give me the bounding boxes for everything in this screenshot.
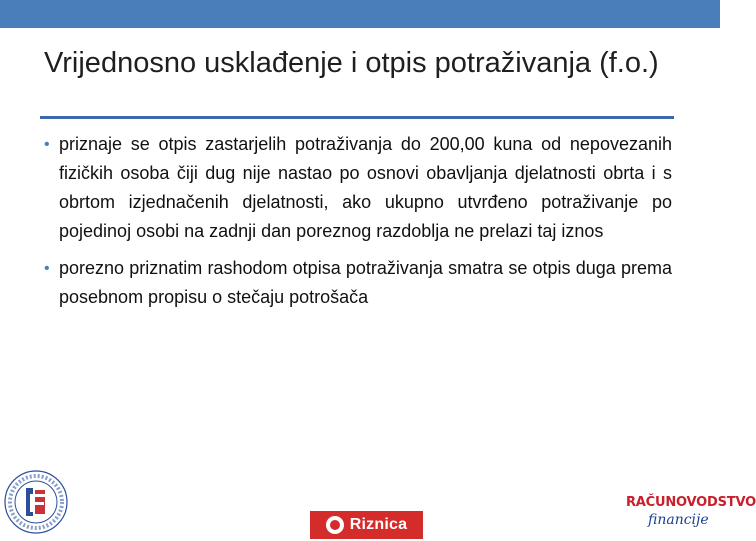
riznica-badge	[310, 511, 423, 539]
bullet-item	[44, 254, 672, 312]
slide-content	[44, 130, 672, 320]
seal-logo	[2, 468, 70, 536]
bullet-text: priznaje se otpis zastarjelih potraživanja do 200,00 kuna od nepovezanih fizičkih osoba čiji dug nije nastao po osnovi obavljanja djelatnosti obrta i s obrtom izjednačenih djelatnosti, ako ukupno utvrđeno potraživanje po pojedinoj osobi na zadnji dan poreznog razdoblja ne prelazi taj iznos	[59, 134, 672, 241]
racunovodstvo-logo-line1: RAČUNOVODSTVO	[626, 495, 756, 510]
title-rule	[40, 116, 674, 119]
racunovodstvo-logo-line2: financije	[648, 512, 709, 528]
racunovodstvo-logo	[626, 494, 756, 538]
slide-title: Vrijednosno usklađenje i otpis potraživanja (f.o.)	[44, 47, 659, 79]
bullet-marker-icon: •	[44, 260, 50, 277]
bullet-item	[44, 130, 672, 246]
riznica-logo-text: Riznica	[349, 516, 408, 533]
seal-logo-icon	[2, 468, 70, 536]
top-bar	[0, 0, 720, 28]
bullet-text: porezno priznatim rashodom otpisa potraživanja smatra se otpis duga prema posebnom propisu o stečaju potrošača	[59, 258, 672, 307]
bullet-marker-icon: •	[44, 136, 50, 153]
riznica-logo	[310, 511, 423, 539]
riznica-emblem-icon	[326, 516, 344, 534]
